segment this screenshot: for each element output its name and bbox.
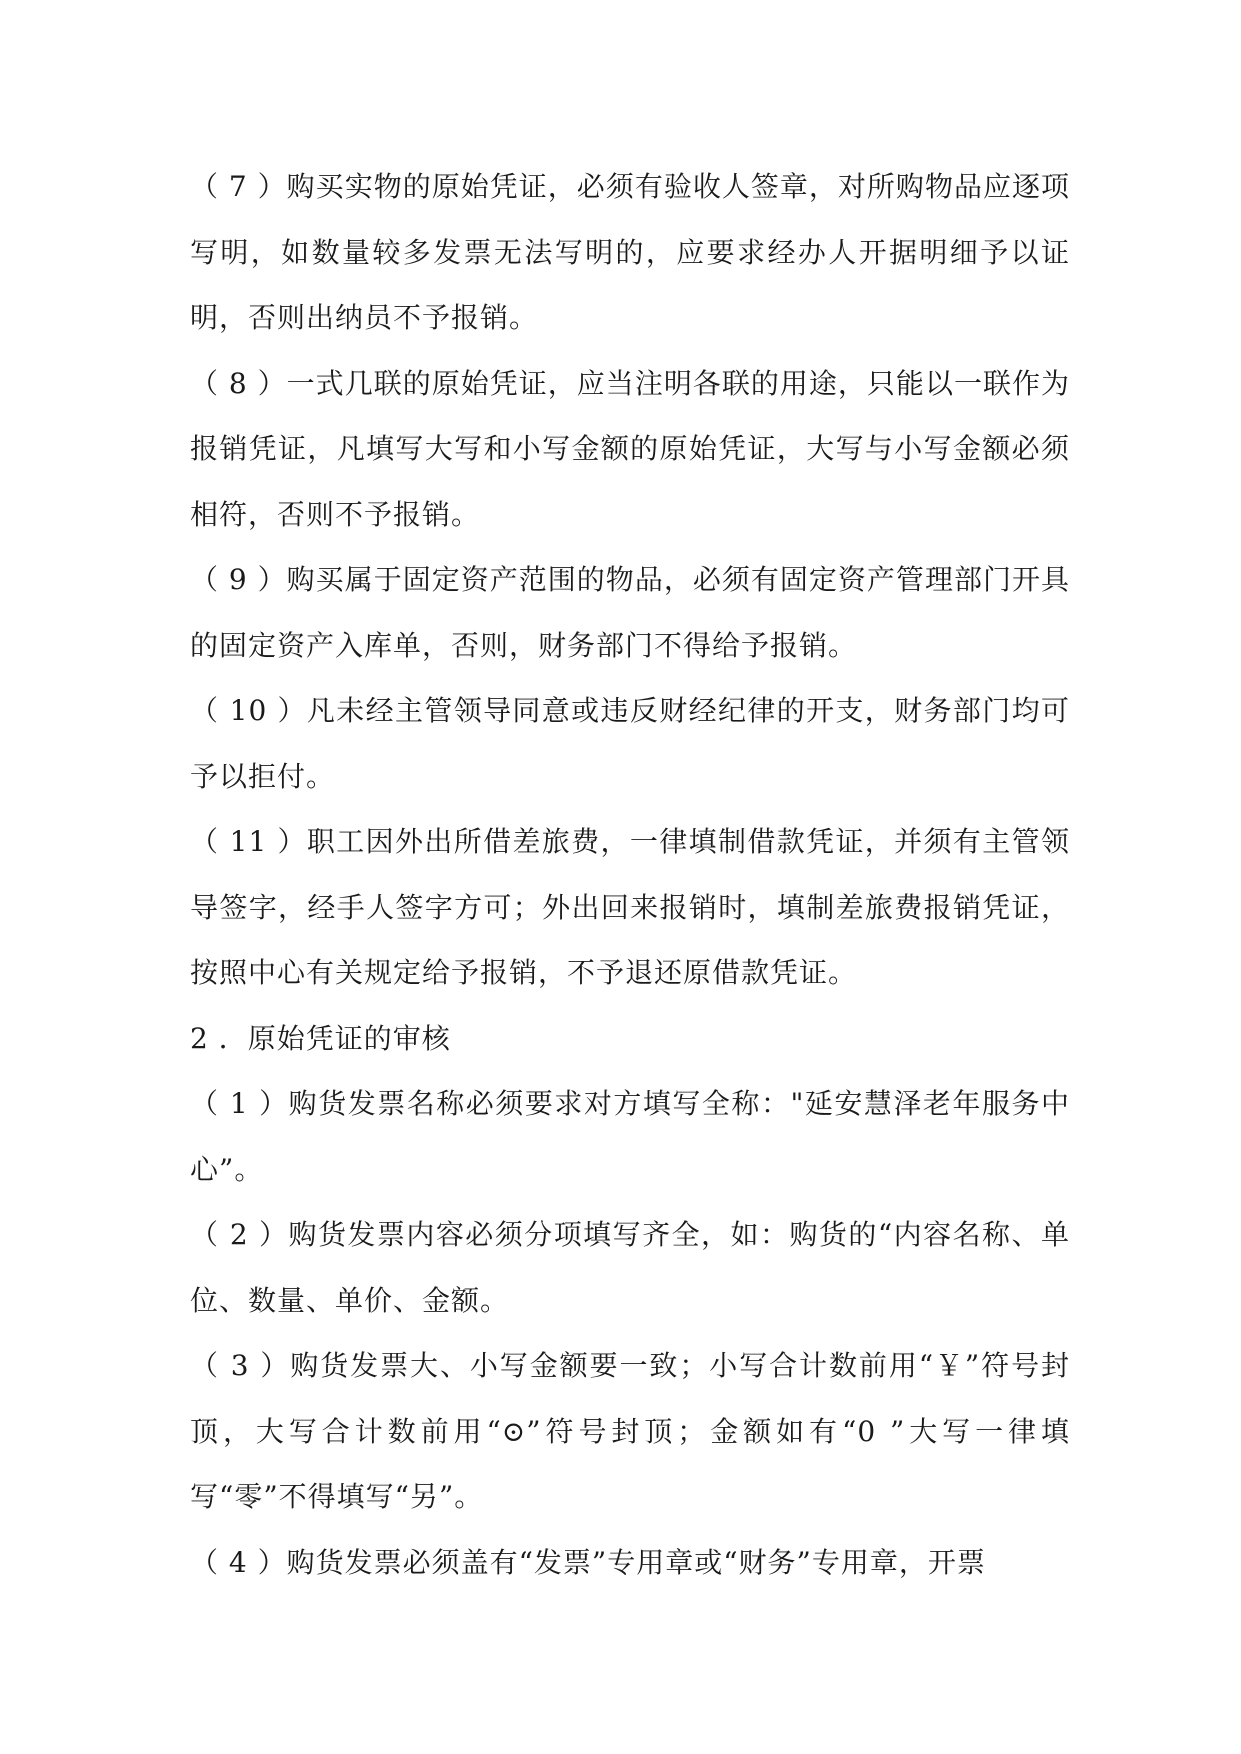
paragraph-review-1: （ 1 ）购货发票名称必须要求对方填写全称："延安慧泽老年服务中心”。 — [190, 1087, 1070, 1186]
paragraph-review-4: （ 4 ）购货发票必须盖有“发票”专用章或“财务”专用章，开票 — [190, 1545, 986, 1579]
paragraph-item-10: （ 10 ）凡未经主管领导同意或违反财经纪律的开支，财务部门均可予以拒付。 — [190, 694, 1070, 793]
paragraph-review-2: （ 2 ）购货发票内容必须分项填写齐全，如：购货的“内容名称、单位、数量、单价、金额。 — [190, 1218, 1070, 1317]
document-body — [190, 154, 1070, 1595]
paragraph-item-11: （ 11 ）职工因外出所借差旅费，一律填制借款凭证，并须有主管领导签字，经手人签字方可；外出回来报销时，填制差旅费报销凭证，按照中心有关规定给予报销，不予退还原借款凭证。 — [190, 825, 1070, 989]
paragraph-review-3: （ 3 ）购货发票大、小写金额要一致；小写合计数前用“￥”符号封顶，大写合计数前用“⊙”符号封顶；金额如有“0 ”大写一律填写“零”不得填写“另”。 — [190, 1349, 1070, 1513]
paragraph-item-7: （ 7 ）购买实物的原始凭证，必须有验收人签章，对所购物品应逐项写明，如数量较多发票无法写明的，应要求经办人开据明细予以证明，否则出纳员不予报销。 — [190, 170, 1070, 334]
paragraph-item-8: （ 8 ）一式几联的原始凭证，应当注明各联的用途，只能以一联作为报销凭证，凡填写大写和小写金额的原始凭证，大写与小写金额必须相符，否则不予报销。 — [190, 366, 1070, 531]
section-heading-original-voucher-review: 2 ．原始凭证的审核 — [190, 1021, 451, 1055]
paragraph-item-9: （ 9 ）购买属于固定资产范围的物品，必须有固定资产管理部门开具的固定资产入库单，否则，财务部门不得给予报销。 — [190, 563, 1070, 662]
